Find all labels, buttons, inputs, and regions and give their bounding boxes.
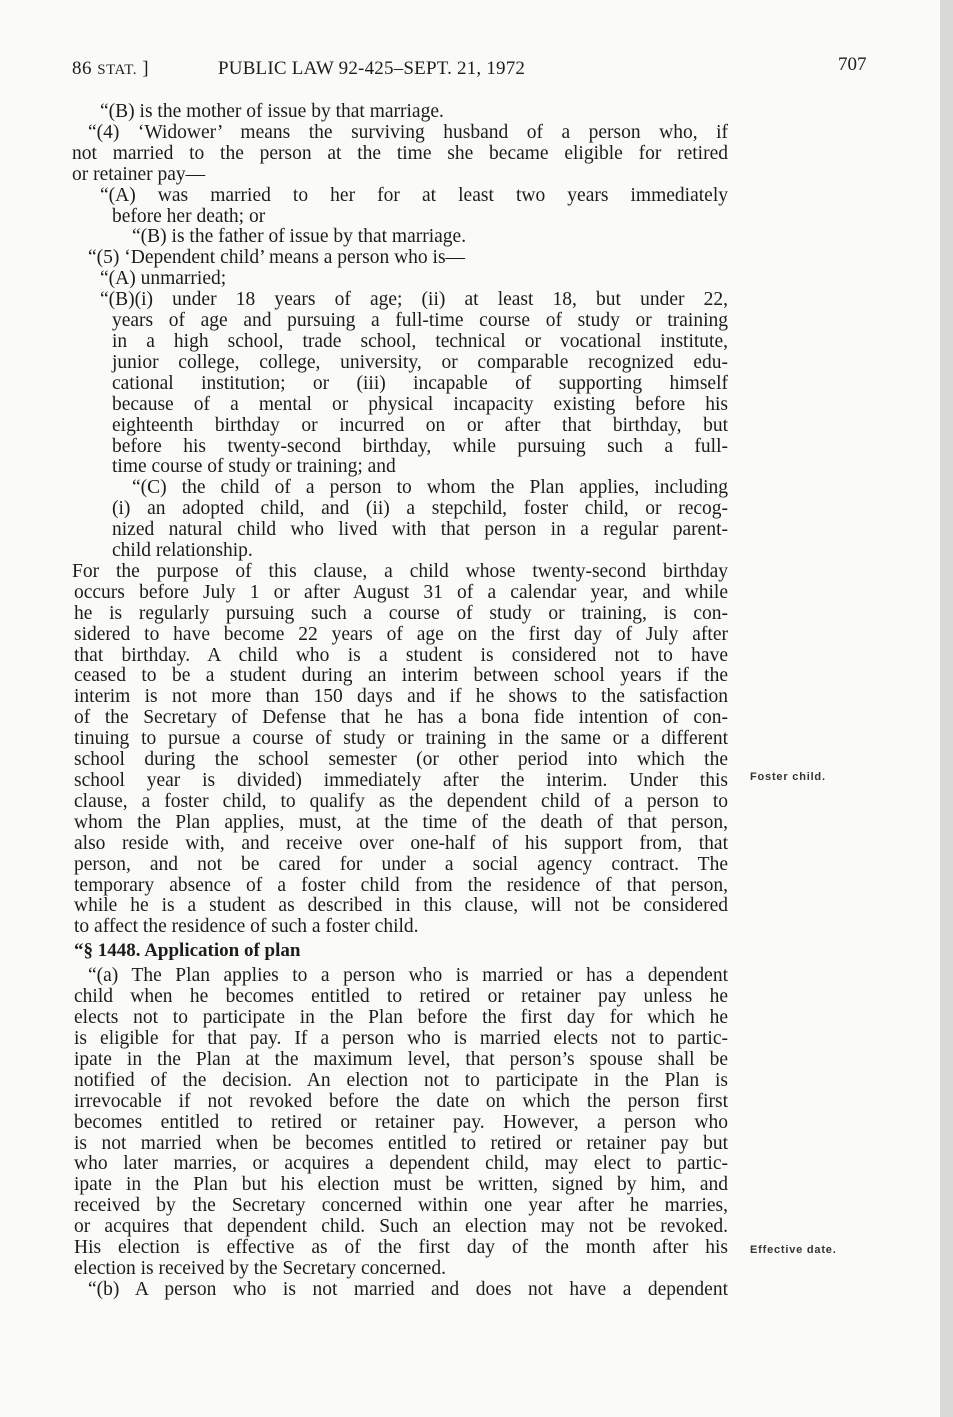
paragraph bbox=[72, 227, 728, 248]
text-line: who later marries, or acquires a dependent child, may elect to partic- bbox=[74, 1153, 728, 1175]
text-line: elects not to participate in the Plan before the first day for which he bbox=[74, 1007, 728, 1029]
text-line: sidered to have become 22 years of age on the first day of July after bbox=[74, 623, 728, 645]
text-line: “(A) unmarried; bbox=[100, 268, 227, 290]
text-line: also reside with, and receive over one-half of his support from, that bbox=[74, 832, 728, 854]
text-line: ceased to be a student during an interim between school years if the bbox=[74, 665, 728, 687]
text-line: junior college, college, university, or comparable recognized edu- bbox=[112, 351, 728, 373]
text-line: school during the school semester (or other period into which the bbox=[74, 749, 728, 771]
text-line: of the Secretary of Defense that he has a bona fide intention of con- bbox=[74, 707, 728, 729]
text-line: eighteenth birthday or incurred on or after that birthday, but bbox=[112, 414, 728, 436]
text-line: becomes entitled to retired or retainer pay. However, a person who bbox=[74, 1111, 728, 1133]
text-line: is not married when be becomes entitled to retired or retainer pay but bbox=[74, 1132, 728, 1154]
text-line: temporary absence of a foster child from the residence of that person, bbox=[74, 874, 728, 896]
paragraph bbox=[72, 248, 728, 269]
text-line: cational institution; or (iii) incapable of supporting himself bbox=[112, 372, 728, 394]
text-line: to affect the residence of such a foster child. bbox=[74, 916, 419, 938]
stat-bracket: ] bbox=[142, 58, 150, 79]
paragraph bbox=[72, 562, 728, 938]
text-line: clause, a foster child, to qualify as the dependent child of a person to bbox=[74, 790, 728, 812]
stat-label: STAT. bbox=[97, 62, 138, 78]
text-line: “(B) is the father of issue by that marriage. bbox=[132, 226, 467, 248]
text-line: “(5) ‘Dependent child’ means a person who is— bbox=[88, 247, 466, 269]
text-line: not married to the person at the time she became eligible for retired bbox=[72, 142, 728, 164]
stat-volume: 86 bbox=[72, 58, 92, 79]
text-line: nized natural child who lived with that person in a regular parent- bbox=[112, 519, 728, 541]
text-line: irrevocable if not revoked before the date on which the person first bbox=[74, 1090, 728, 1112]
paragraph bbox=[72, 123, 728, 186]
paragraph bbox=[72, 269, 728, 290]
text-line: school year is divided) immediately after the interim. Under this bbox=[74, 770, 728, 791]
paragraph bbox=[72, 1280, 728, 1301]
paragraph bbox=[72, 290, 728, 478]
text-line: before her death; or bbox=[112, 205, 266, 227]
text-line: whom the Plan applies, must, at the time of the death of that person, bbox=[74, 811, 728, 833]
paragraph bbox=[72, 186, 728, 228]
stat-reference bbox=[72, 58, 149, 80]
margin-note-effective-date: Effective date. bbox=[750, 1244, 837, 1256]
text-line: notified of the decision. An election not to participate in the Plan is bbox=[74, 1069, 728, 1091]
text-line: ipate in the Plan at the maximum level, that person’s spouse shall be bbox=[74, 1048, 728, 1070]
text-line: “(B)(i) under 18 years of age; (ii) at least 18, but under 22, bbox=[100, 289, 728, 311]
text-line: received by the Secretary concerned within one year after he marries, bbox=[74, 1195, 728, 1217]
text-line: years of age and pursuing a full-time course of study or training bbox=[112, 310, 728, 332]
page-number: 707 bbox=[838, 54, 867, 75]
text-line: “(A) was married to her for at least two years immediately bbox=[100, 184, 728, 206]
margin-note-foster-child: Foster child. bbox=[750, 771, 826, 783]
paragraph bbox=[72, 102, 728, 123]
text-line: that birthday. A child who is a student is considered not to have bbox=[74, 644, 728, 666]
text-line: (i) an adopted child, and (ii) a stepchild, foster child, or recog- bbox=[112, 498, 728, 520]
running-head-title: PUBLIC LAW 92-425–SEPT. 21, 1972 bbox=[218, 58, 526, 79]
text-line: child when he becomes entitled to retired or retainer pay unless he bbox=[74, 986, 728, 1008]
text-line: “(B) is the mother of issue by that marriage. bbox=[100, 101, 444, 122]
text-line: ipate in the Plan but his election must be written, signed by him, and bbox=[74, 1174, 728, 1196]
paragraph bbox=[72, 478, 728, 562]
section-heading: “§ 1448. Application of plan bbox=[74, 940, 301, 962]
scan-edge bbox=[940, 0, 953, 1417]
text-line: For the purpose of this clause, a child whose twenty-second birthday bbox=[72, 560, 728, 582]
text-line: “(C) the child of a person to whom the Plan applies, including bbox=[132, 477, 728, 499]
text-line: or acquires that dependent child. Such an election may not be revoked. bbox=[74, 1216, 728, 1238]
text-line: while he is a student as described in this clause, will not be considered bbox=[74, 895, 728, 917]
paragraph bbox=[72, 966, 728, 1280]
text-line: time course of study or training; and bbox=[112, 456, 396, 478]
text-line: occurs before July 1 or after August 31 of a calendar year, and while bbox=[74, 581, 728, 603]
text-line: His election is effective as of the first day of the month after his bbox=[74, 1237, 728, 1259]
text-line: because of a mental or physical incapacity existing before his bbox=[112, 393, 728, 415]
text-line: he is regularly pursuing such a course of study or training, is con- bbox=[74, 602, 728, 624]
text-line: is eligible for that pay. If a person who is married elects not to partic- bbox=[74, 1027, 728, 1049]
text-line: election is received by the Secretary concerned. bbox=[74, 1257, 446, 1279]
text-line: “(b) A person who is not married and does not have a dependent bbox=[88, 1278, 728, 1300]
text-line: tinuing to pursue a course of study or training in the same or a different bbox=[74, 728, 728, 750]
text-line: person, and not be cared for under a social agency contract. The bbox=[74, 853, 728, 875]
text-line: child relationship. bbox=[112, 540, 253, 562]
text-line: or retainer pay— bbox=[72, 163, 206, 185]
text-line: “(4) ‘Widower’ means the surviving husband of a person who, if bbox=[88, 121, 728, 143]
text-line: interim is not more than 150 days and if he shows to the satisfaction bbox=[74, 686, 728, 708]
body-text bbox=[72, 102, 728, 1301]
text-line: in a high school, trade school, technical or vocational institute, bbox=[112, 330, 728, 352]
text-line: “(a) The Plan applies to a person who is married or has a dependent bbox=[88, 965, 728, 987]
text-line: before his twenty-second birthday, while pursuing such a full- bbox=[112, 435, 728, 457]
